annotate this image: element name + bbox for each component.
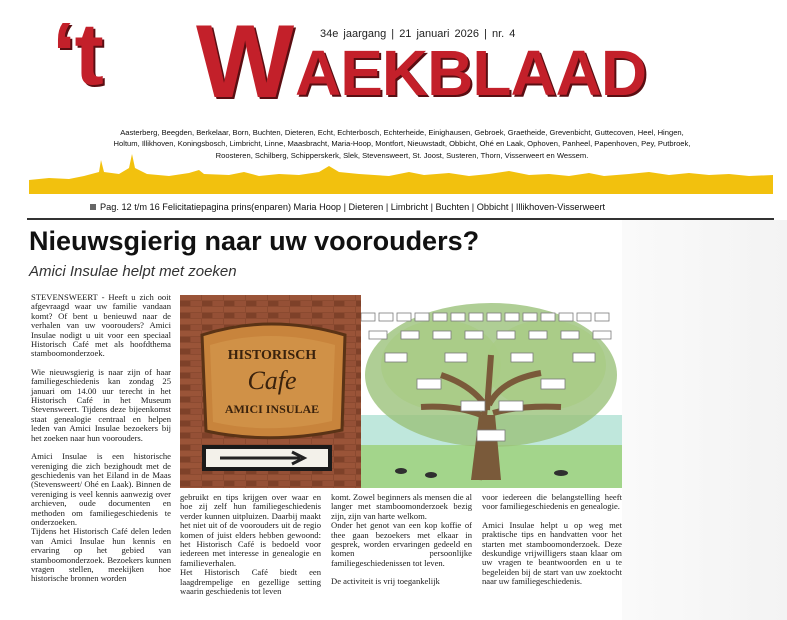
logo-rest: AEKBLAAD (295, 37, 647, 109)
places-line: Aasterberg, Beegden, Berkelaar, Born, Buchten, Dieteren, Echt, Echterbosch, Echterheide, Einighausen, Gebroek, Graetheide, Grevenbicht, Guttecoven, Heel, Hingen, (120, 128, 684, 137)
paragraph: komt. Zowel beginners als mensen die al langer met stamboomonderzoek bezig zijn, zijn van harte welkom. (331, 492, 472, 521)
paragraph: Amici Insulae is een historische vereniging die zich bezighoudt met de geschiedenis van het Eiland in de Maas (Stevensweert/ Ohé en Laak). Binnen de vereniging is veel kennis aanwezig over archieven, oude documenten en methoden om familiegeschiedenis te onderzoeken. (31, 451, 171, 527)
teaser-bar (90, 202, 605, 212)
dateline: STEVENSWEERT (31, 292, 98, 302)
paragraph: voor iedereen die belangstelling heeft voor familiegeschiedenis en genealogie. (482, 492, 622, 512)
paragraph: Het Historisch Café biedt een laagdrempelige en gezellige setting waarin geschiedenis tot leven (180, 567, 321, 597)
paragraph: Onder het genot van een kop koffie of thee gaan bezoekers met elkaar in gesprek, worden ervaringen gedeeld en komen persoonlijke familiegeschiedenissen tot leven. (331, 520, 472, 568)
article-column-1 (31, 293, 171, 593)
paragraph: gebruikt en tips krijgen over waar en hoe zij zelf hun familiegeschiedenis verder kunnen uitpluizen. Daarbij maakt het niet uit of de voorouders uit de regio komen of juist elders hebben gewoond: het Historisch Café is bedoeld voor iedereen met interesse in genealogie en familieverhalen. (180, 492, 321, 568)
square-bullet-icon (90, 204, 96, 210)
sign-line-1: HISTORISCH (227, 348, 317, 363)
sign-line-2: Cafe (247, 366, 297, 395)
paragraph: Tijdens het Historisch Café delen leden van Amici Insulae hun kennis en ervaring op het gebied van stamboomonderzoek. Bezoekers kunnen vragen stellen, meekijken hoe historische bronnen worden (31, 526, 171, 584)
article-headline: Nieuwsgierig naar uw voorouders? (29, 226, 480, 256)
article-column-4 (482, 493, 622, 596)
article-column-2 (180, 493, 321, 605)
logo-initial: W (196, 4, 295, 120)
paragraph: Amici Insulae helpt u op weg met praktische tips en handvatten voor het starten met stamboomonderzoek. Deze deskundige vrijwilligers staan klaar om uw vragen te beantwoorden en u te begeleiden bij de start van uw zoektocht naar uw familiegeschiedenis. (482, 519, 622, 587)
places-line: Roosteren, Schilberg, Schipperskerk, Slek, Stevensweert, St. Joost, Susteren, Thorn, Visserweert en Wessem. (215, 150, 589, 160)
paragraph (31, 293, 171, 359)
photo-cafe-sign (180, 295, 361, 488)
cafe-sign-illustration (180, 295, 361, 488)
teaser-text: Pag. 12 t/m 16 Felicitatiepagina prins(enparen) Maria Hoop | Dieteren | Limbricht | Buchten | Obbicht | Illikhoven-Visserweert (100, 202, 606, 212)
logo-tick: ‘t (52, 4, 102, 103)
sign-line-3: AMICI INSULAE (224, 402, 320, 416)
paragraph-text: - Heeft u zich ooit afgevraagd waar uw familie vandaan komt? Of bent u benieuwd naar de verhalen van uw voorouders? Amici Insulae nodigt u uit voor een speciaal Historisch Café met als hoofdthema stamboomonderzoek. (31, 292, 171, 359)
paragraph: Wie nieuwsgierig is naar zijn of haar familiegeschiedenis kan zondag 25 januari om 14.00 uur terecht in het Historisch Café in het Museum Stevensweert. Tijdens deze bijeenkomst staat genealogie centraal en helpen leden van Amici Insulae bezoekers bij het zoeken naar hun voorouders. (31, 366, 171, 443)
masthead (0, 0, 787, 198)
family-tree-illustration (361, 295, 622, 488)
skyline-graphic (29, 150, 773, 194)
article-subhead: Amici Insulae helpt met zoeken (29, 263, 237, 280)
photo-family-tree (361, 295, 622, 488)
page-margin (622, 220, 787, 620)
paragraph: De activiteit is vrij toegankelijk (331, 576, 440, 587)
article-column-3 (331, 493, 472, 596)
issue-line: 34e jaargang | 21 januari 2026 | nr. 4 (320, 28, 516, 40)
places-line: Holtum, Illikhoven, Koningsbosch, Limbricht, Linne, Maasbracht, Maria-Hoop, Montfort, Nieuwstadt, Obbicht, Ohé en Laak, Ophoven, Panheel, Papenhoven, Pey, Putbroek, (113, 139, 691, 149)
